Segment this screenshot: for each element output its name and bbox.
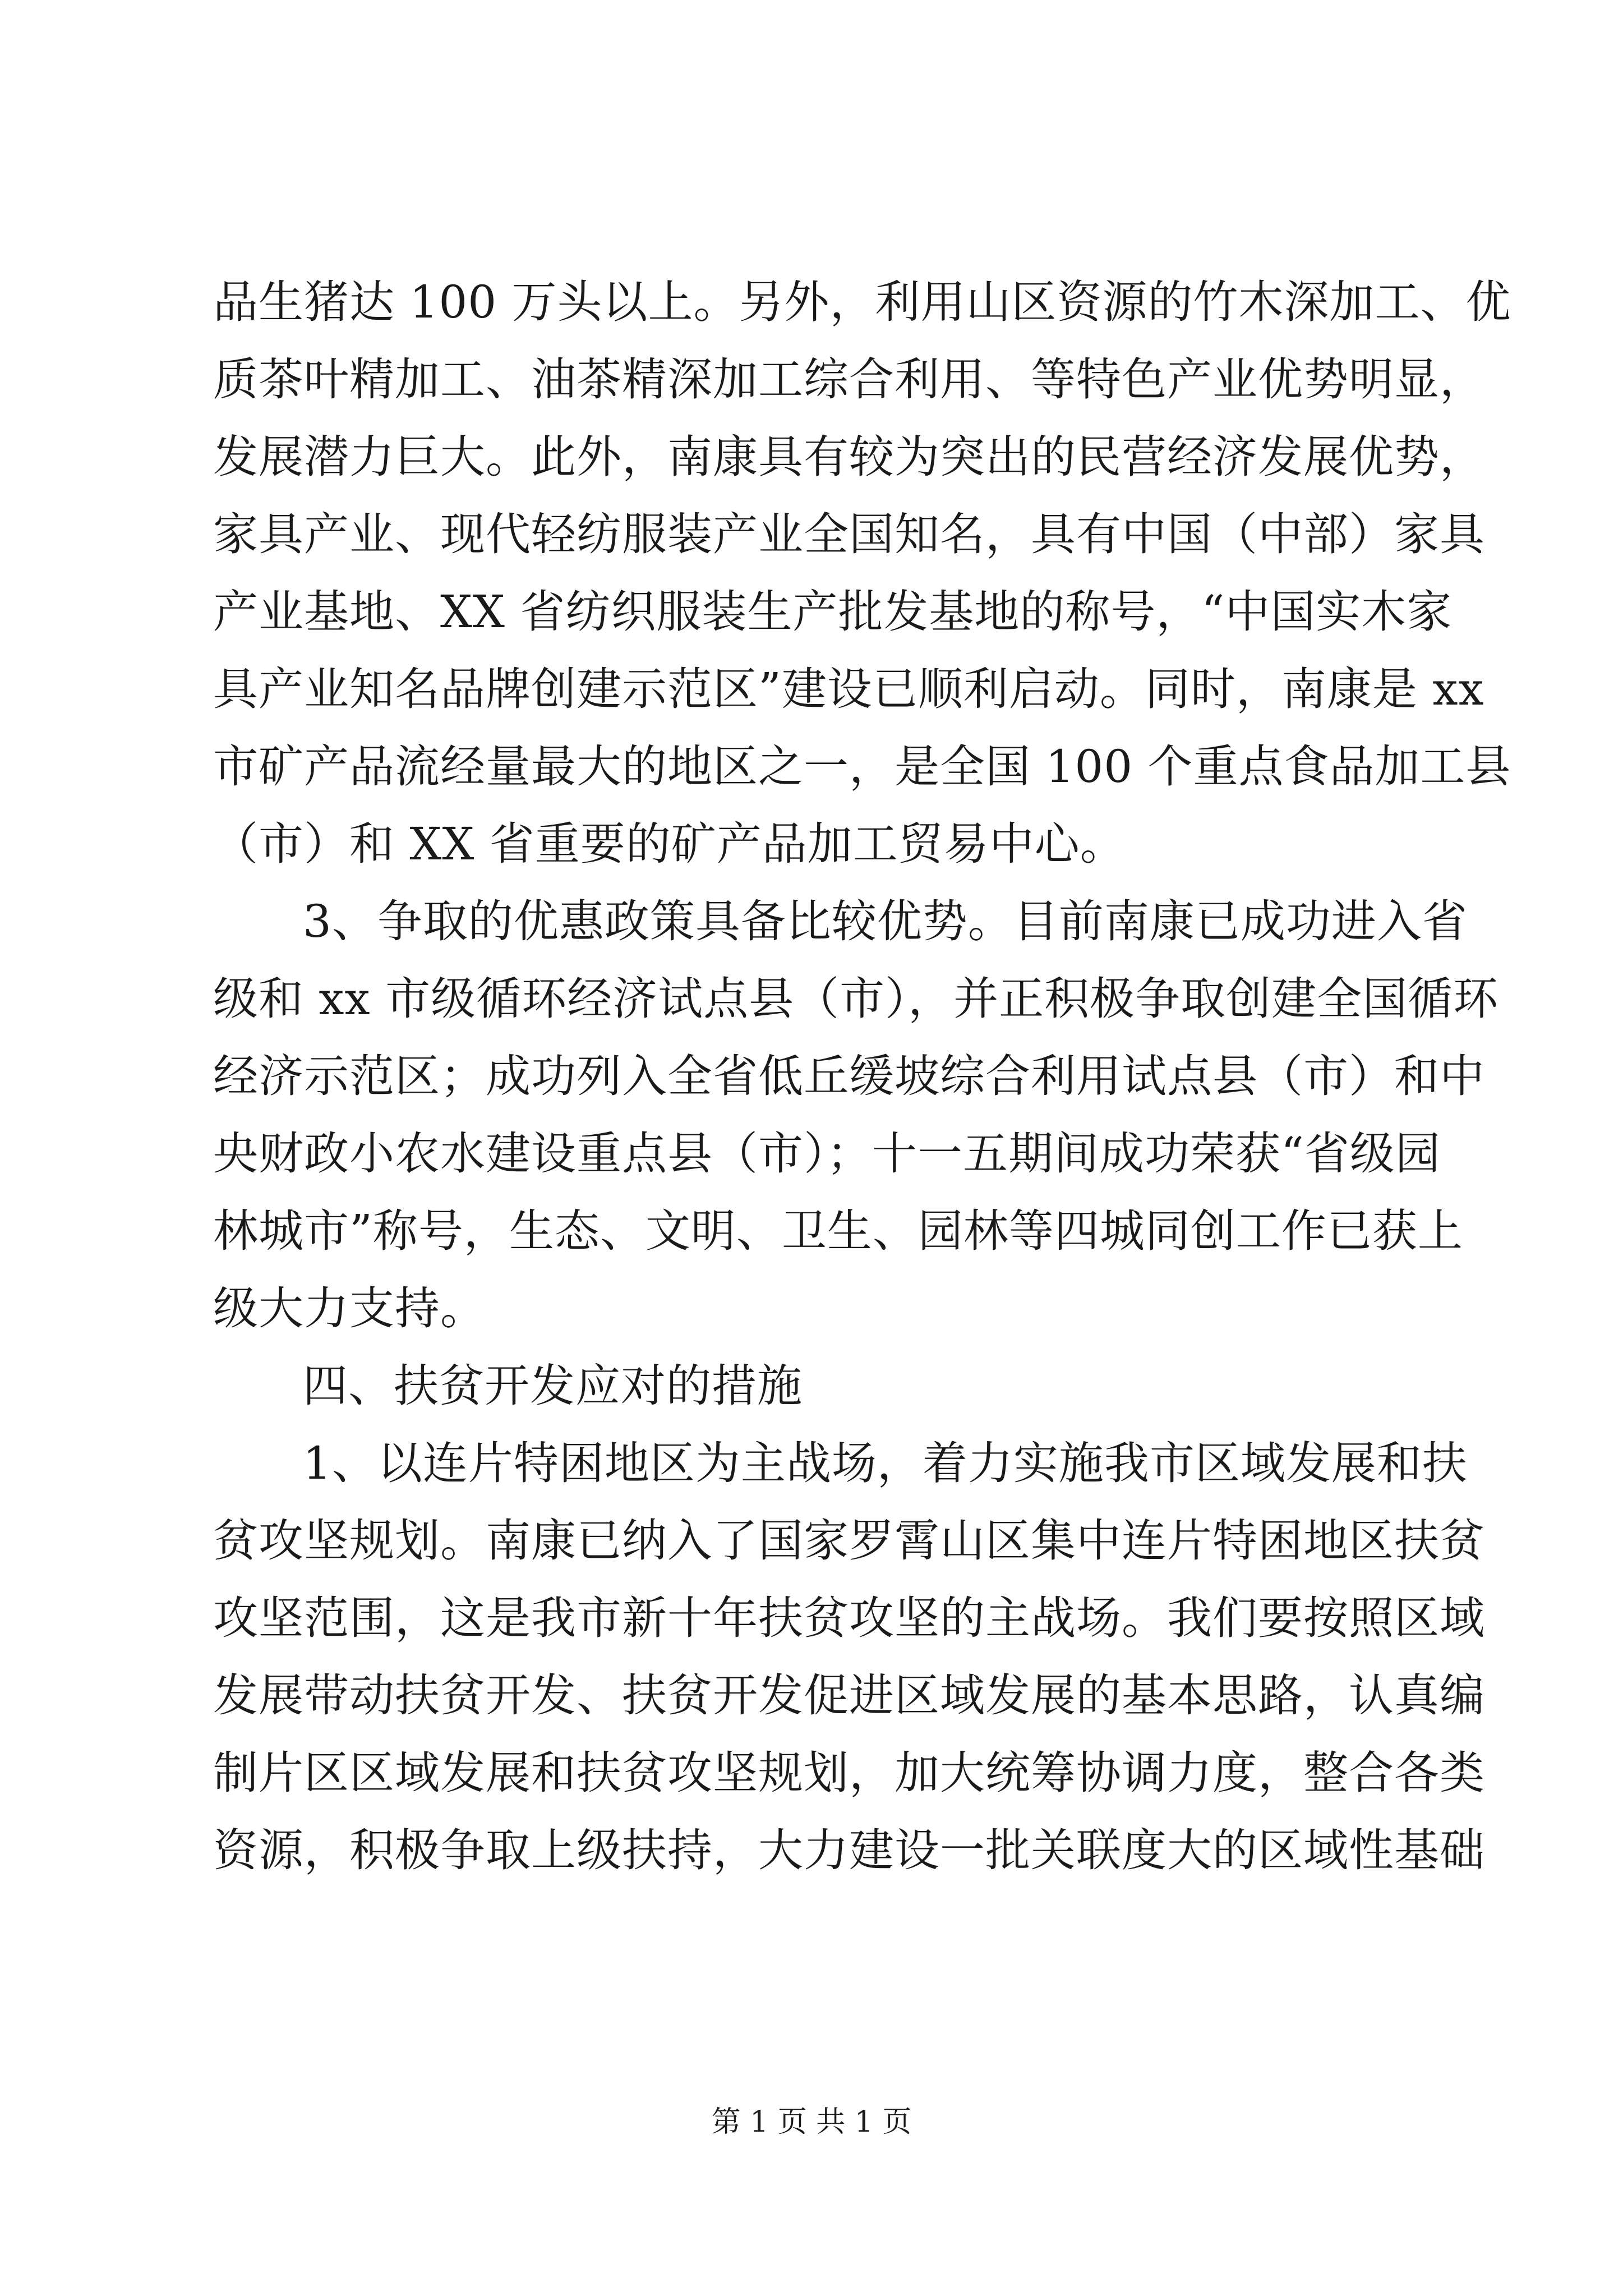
text-line: 发展带动扶贫开发、扶贫开发促进区域发展的基本思路，认真编 [213, 1669, 1485, 1722]
paragraph-first-line: 3、争取的优惠政策具备比较优势。目前南康已成功进入省 [303, 895, 1468, 947]
document-body [213, 264, 1511, 1889]
text-line: 级和 xx 市级循环经济试点县（市），并正积极争取创建全国循环 [213, 973, 1499, 1025]
text-line: 攻坚范围，这是我市新十年扶贫攻坚的主战场。我们要按照区域 [213, 1592, 1485, 1644]
text-line: 林城市”称号，生态、文明、卫生、园林等四城同创工作已获上 [213, 1205, 1463, 1257]
text-line: 品生猪达 100 万头以上。另外，利用山区资源的竹木深加工、优 [213, 276, 1511, 328]
text-line: 具产业知名品牌创建示范区”建设已顺利启动。同时，南康是 xx [213, 663, 1484, 715]
text-line: 央财政小农水建设重点县（市）；十一五期间成功荣获“省级园 [213, 1128, 1441, 1180]
text-line: 家具产业、现代轻纺服装产业全国知名，具有中国（中部）家具 [213, 508, 1485, 560]
text-line: 贫攻坚规划。南康已纳入了国家罗霄山区集中连片特困地区扶贫 [213, 1515, 1485, 1567]
text-line: （市）和 XX 省重要的矿产品加工贸易中心。 [213, 818, 1126, 870]
text-line: 发展潜力巨大。此外，南康具有较为突出的民营经济发展优势， [213, 431, 1485, 483]
text-line: 产业基地、XX 省纺织服装生产批发基地的称号，“中国实木家 [213, 586, 1453, 638]
text-line: 市矿产品流经量最大的地区之一，是全国 100 个重点食品加工县 [213, 740, 1511, 793]
page-number-footer: 第 1 页 共 1 页 [711, 2105, 912, 2139]
text-line: 资源，积极争取上级扶持，大力建设一批关联度大的区域性基础 [213, 1824, 1485, 1876]
text-line: 经济示范区；成功列入全省低丘缓坡综合利用试点县（市）和中 [213, 1050, 1485, 1102]
text-line: 制片区区域发展和扶贫攻坚规划，加大统筹协调力度，整合各类 [213, 1747, 1485, 1799]
text-line: 质茶叶精加工、油茶精深加工综合利用、等特色产业优势明显， [213, 353, 1485, 406]
section-heading: 四、扶贫开发应对的措施 [303, 1360, 803, 1412]
paragraph-first-line: 1、以连片特困地区为主战场，着力实施我市区域发展和扶 [303, 1437, 1468, 1489]
text-line: 级大力支持。 [213, 1282, 486, 1335]
